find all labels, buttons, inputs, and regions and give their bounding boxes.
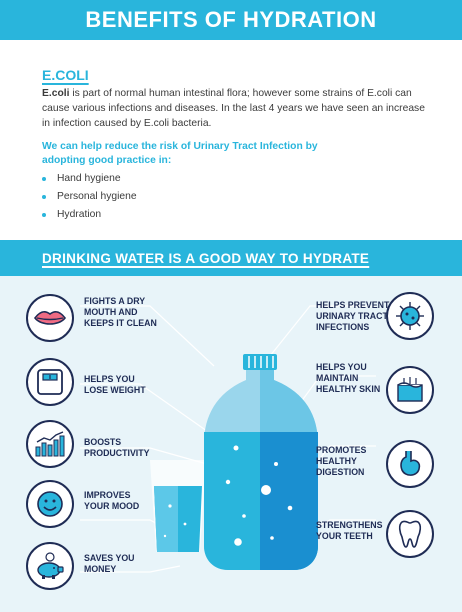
bullet-icon: [42, 195, 46, 199]
list-item: Hand hygiene: [42, 170, 137, 188]
bullet-icon: [42, 213, 46, 217]
scale-icon: [36, 368, 64, 396]
smiley-icon-circle: [26, 480, 74, 528]
scale-icon-circle: [26, 358, 74, 406]
banner-title: DRINKING WATER IS A GOOD WAY TO HYDRATE: [42, 251, 370, 266]
list-item: Personal hygiene: [42, 188, 137, 206]
ecoli-body-rest: is part of normal human intestinal flora; however some strains of E.coli can cause various infections and diseases. In the last 4 years we have seen an increase in infection caused by E.coli bacteria.: [42, 88, 425, 129]
benefit-label-lose-weight: HELPS YOU LOSE WEIGHT: [84, 374, 146, 395]
bar-chart-icon: [34, 431, 66, 457]
water-bottle: [204, 354, 318, 570]
benefit-label-skin: HELPS YOU MAINTAIN HEALTHY SKIN: [316, 362, 381, 394]
list-item: Hydration: [42, 206, 137, 224]
piggy-bank-icon-circle: [26, 542, 74, 590]
bar-chart-icon-circle: [26, 420, 74, 468]
page-title: BENEFITS OF HYDRATION: [85, 7, 377, 32]
help-text: We can help reduce the risk of Urinary Tract Infection by adopting good practice in:: [42, 141, 318, 166]
benefit-label-productivity: BOOSTS PRODUCTIVITY: [84, 437, 150, 458]
practice-list: [42, 170, 137, 224]
lips-icon-circle: [26, 294, 74, 342]
header-bar: [0, 0, 462, 40]
benefit-label-uti: HELPS PREVENT URINARY TRACT INFECTIONS: [316, 300, 390, 332]
piggy-bank-icon: [34, 552, 66, 580]
ecoli-description: [42, 86, 432, 131]
bullet-icon: [42, 177, 46, 181]
benefit-label-teeth: STRENGTHENS YOUR TEETH: [316, 520, 383, 541]
ecoli-body-lead: E.coli: [42, 88, 70, 99]
lips-icon: [33, 308, 67, 328]
section-banner: [0, 240, 462, 276]
ecoli-heading: E.COLI: [42, 67, 89, 83]
benefit-label-dry-mouth: FIGHTS A DRY MOUTH AND KEEPS IT CLEAN: [84, 296, 157, 328]
benefit-label-digestion: PROMOTES HEALTHY DIGESTION: [316, 445, 367, 477]
benefit-label-money: SAVES YOU MONEY: [84, 553, 135, 574]
smiley-icon: [36, 490, 64, 518]
benefit-label-mood: IMPROVES YOUR MOOD: [84, 490, 140, 511]
